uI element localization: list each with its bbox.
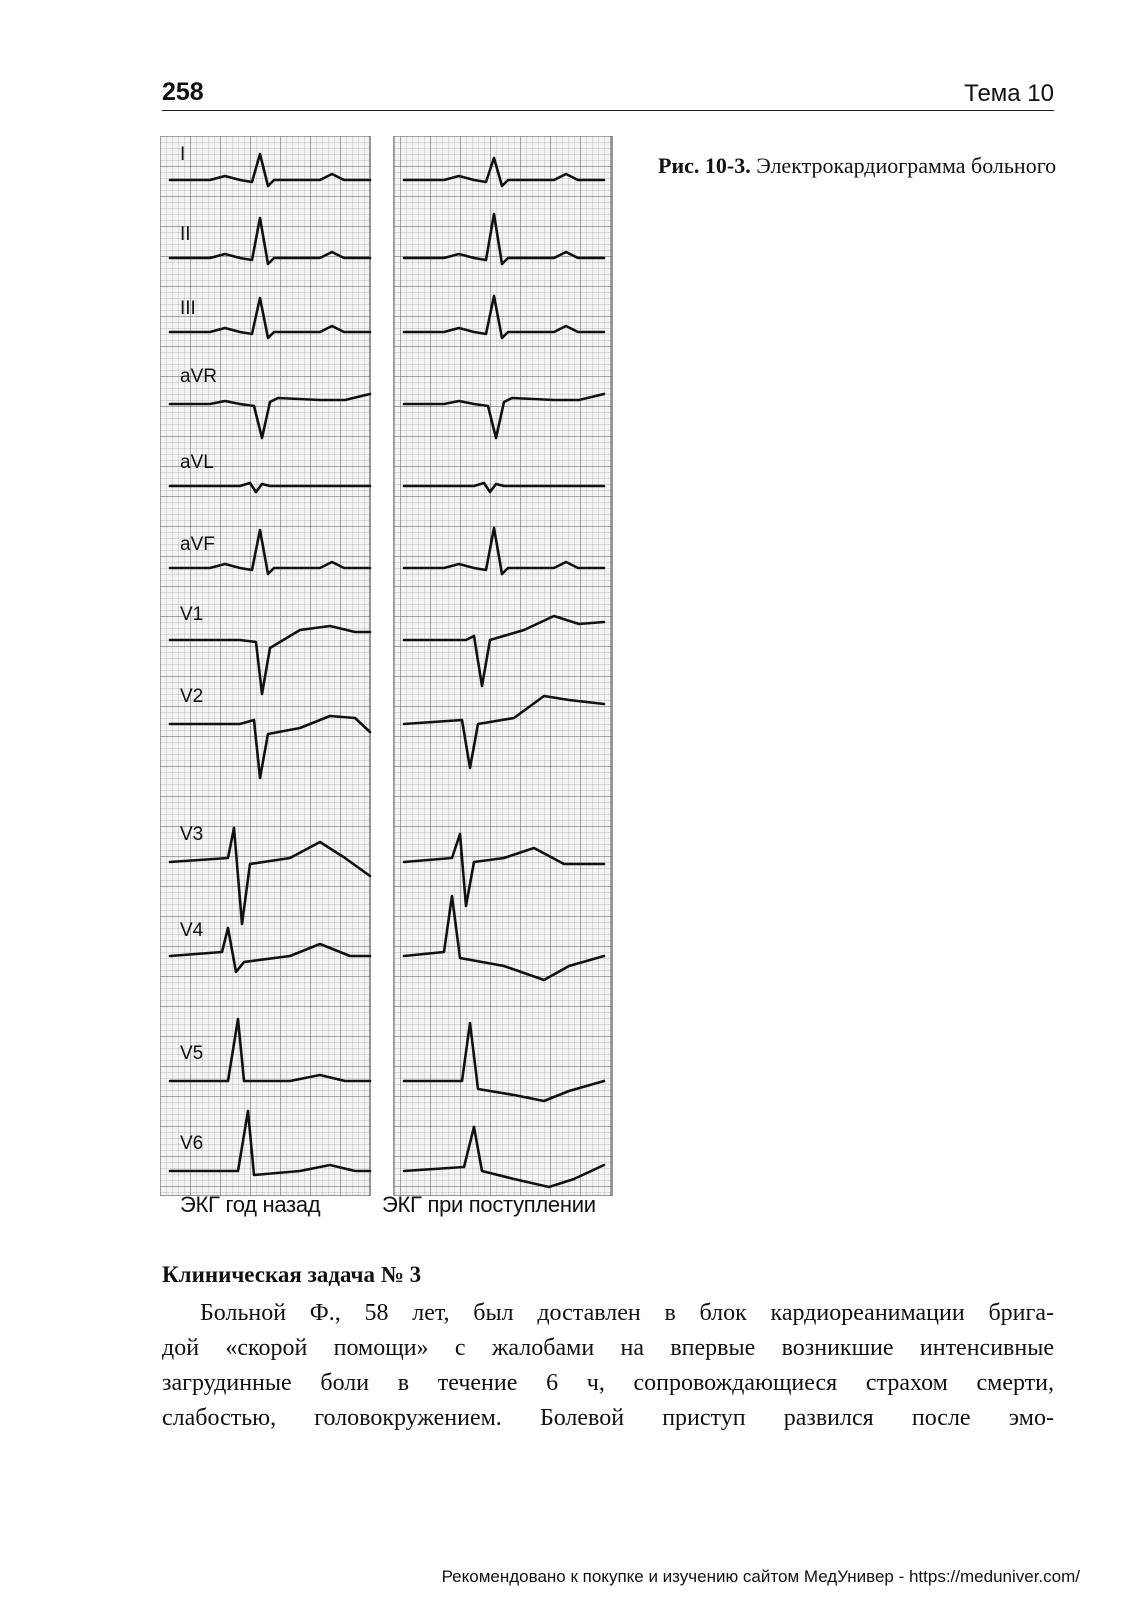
lead-label: aVF [180, 534, 215, 555]
figure-caption-label: Рис. 10-3. [658, 153, 751, 178]
body-line: слабостью, головокружением. Болевой приступ развился после эмо- [162, 1405, 1054, 1431]
lead-label: V6 [180, 1133, 204, 1154]
figure-caption [658, 150, 1078, 182]
lead-label: aVL [180, 452, 214, 473]
lead-label: V5 [180, 1043, 204, 1064]
body-text [162, 1296, 1054, 1436]
header-rule [162, 110, 1054, 111]
lead-label: V3 [180, 824, 204, 845]
lead-label: II [180, 224, 191, 245]
page-number: 258 [162, 78, 204, 106]
ecg-figure [160, 136, 620, 1196]
figure-caption-text: Электрокардиограмма больного [756, 153, 1057, 178]
body-line: дой «скорой помощи» с жалобами на впервые возникшие интенсивные [162, 1335, 1054, 1361]
lead-label: aVR [180, 366, 217, 387]
lead-label: V2 [180, 686, 204, 707]
lead-label: V4 [180, 920, 204, 941]
lead-label: I [180, 144, 186, 165]
ecg-label-admission: ЭКГ при поступлении [382, 1192, 596, 1217]
running-title: Тема 10 [964, 80, 1054, 107]
body-line: Больной Ф., 58 лет, был доставлен в блок кардиореанимации брига- [200, 1300, 1054, 1326]
lead-label: III [180, 298, 196, 319]
body-line: загрудинные боли в течение 6 ч, сопровождающиеся страхом смерти, [162, 1370, 1054, 1396]
footer-note: Рекомендовано к покупке и изучению сайтом МедУнивер - https://meduniver.com/ [441, 1567, 1080, 1586]
ecg-label-year-ago: ЭКГ год назад [180, 1192, 321, 1217]
section-title: Клиническая задача № 3 [162, 1262, 422, 1287]
lead-label: V1 [180, 604, 204, 625]
